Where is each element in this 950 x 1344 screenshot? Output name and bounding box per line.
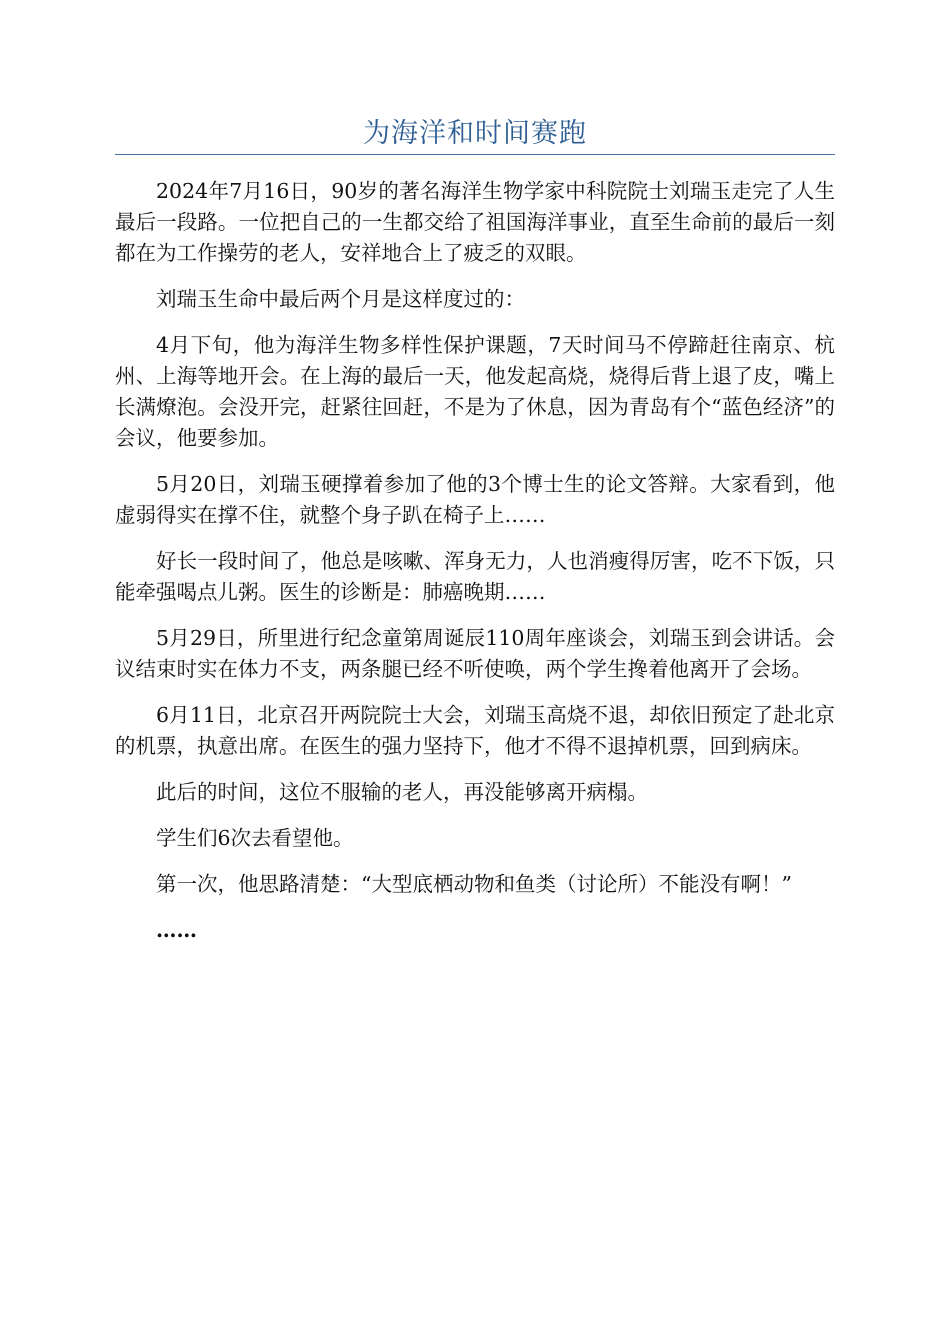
paragraph-7: 6月11日，北京召开两院院士大会，刘瑞玉高烧不退，却依旧预定了赴北京的机票，执意出席。在医生的强力坚持下，他才不得不退掉机票，回到病床。 [115, 703, 835, 758]
paragraph-3: 4月下旬，他为海洋生物多样性保护课题，7天时间马不停蹄赶往南京、杭州、上海等地开会。在上海的最后一天，他发起高烧，烧得后背上退了皮，嘴上长满燎泡。会没开完，赶紧往回赶，不是为了休息，因为青岛有个“蓝色经济”的会议，他要参加。 [115, 333, 835, 450]
document-body [115, 176, 835, 946]
closing-ellipsis: …… [156, 918, 197, 942]
paragraph-10: 第一次，他思路清楚：“大型底栖动物和鱼类（讨论所）不能没有啊！” [156, 872, 792, 896]
paragraph-5: 好长一段时间了，他总是咳嗽、浑身无力，人也消瘦得厉害，吃不下饭，只能牵强喝点儿粥。医生的诊断是：肺癌晚期…… [115, 549, 835, 604]
paragraph-9: 学生们6次去看望他。 [156, 826, 354, 850]
paragraph-1: 2024年7月16日，90岁的著名海洋生物学家中科院院士刘瑞玉走完了人生最后一段路。一位把自己的一生都交给了祖国海洋事业，直至生命前的最后一刻都在为工作操劳的老人，安祥地合上了疲乏的双眼。 [115, 179, 835, 265]
paragraph-6: 5月29日，所里进行纪念童第周诞辰110周年座谈会，刘瑞玉到会讲话。会议结束时实在体力不支，两条腿已经不听使唤，两个学生搀着他离开了会场。 [115, 626, 835, 681]
title-underline [115, 154, 835, 155]
document-title: 为海洋和时间赛跑 [363, 118, 587, 149]
paragraph-4: 5月20日，刘瑞玉硬撑着参加了他的3个博士生的论文答辩。大家看到，他虚弱得实在撑不住，就整个身子趴在椅子上…… [115, 472, 835, 527]
paragraph-2: 刘瑞玉生命中最后两个月是这样度过的： [156, 287, 525, 311]
paragraph-8: 此后的时间，这位不服输的老人，再没能够离开病榻。 [156, 780, 648, 804]
